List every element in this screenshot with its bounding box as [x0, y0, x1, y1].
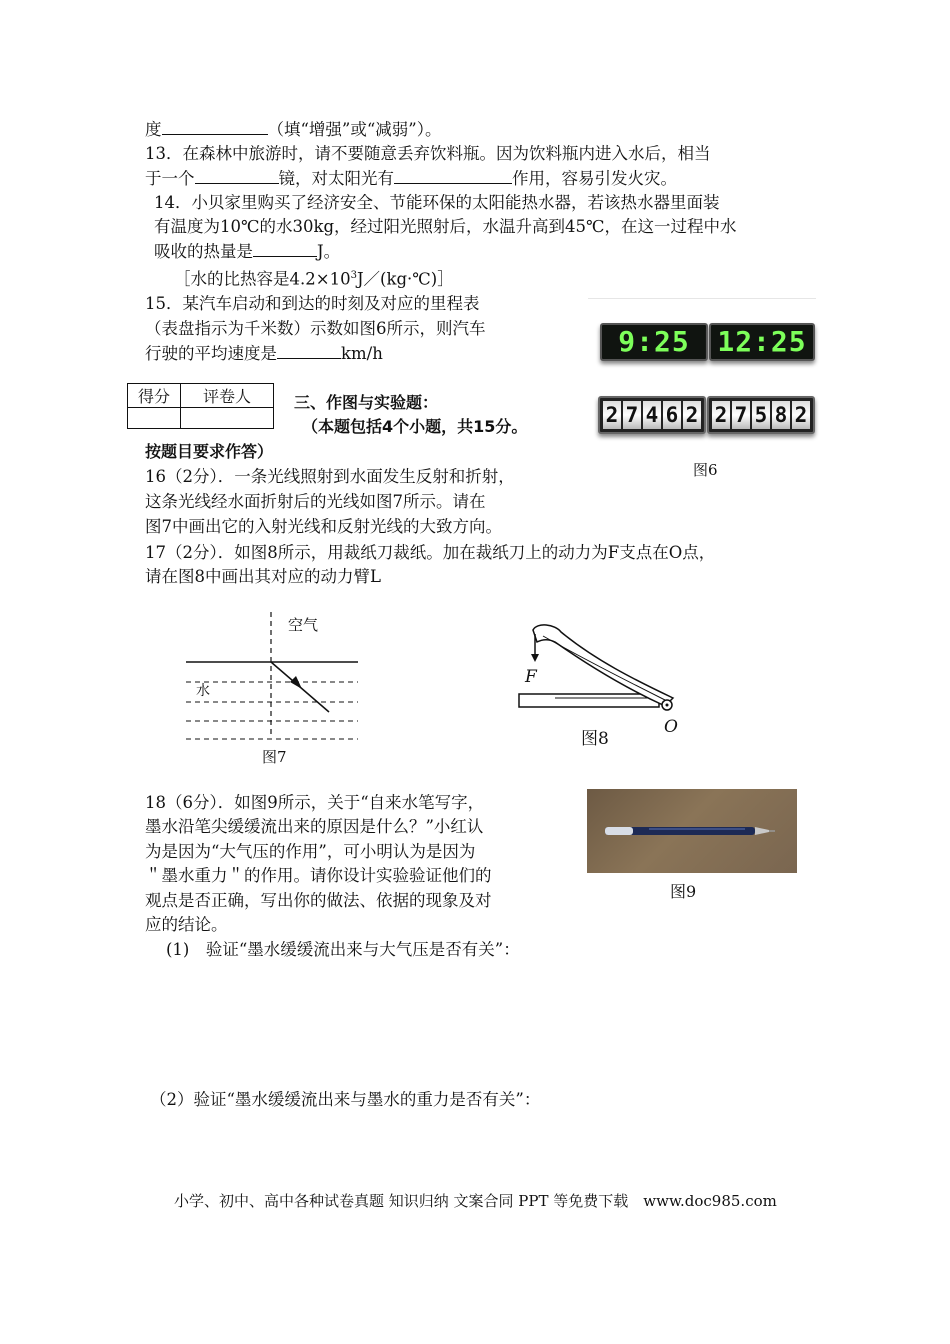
- score-table: [127, 383, 274, 429]
- fig6-odometer-start: 2 7 4 6 2: [598, 396, 706, 434]
- score-label: 得分: [128, 384, 181, 408]
- q15-line1: 15．某汽车启动和到达的时刻及对应的里程表: [145, 294, 480, 313]
- score-cell[interactable]: [128, 408, 181, 429]
- q17-line2: 请在图8中画出其对应的动力臂L: [145, 567, 381, 586]
- q14-line3: 吸收的热量是 J。: [154, 239, 340, 264]
- q15-line3: 行驶的平均速度是 km/h: [145, 341, 383, 366]
- q18-line4: ＂墨水重力＂的作用。请你设计实验验证他们的: [145, 866, 492, 885]
- fig7-caption: 图7: [262, 748, 287, 766]
- grader-label: 评卷人: [181, 384, 274, 408]
- q18-part2: （2）验证“墨水缓缓流出来与墨水的重力是否有关”：: [150, 1090, 541, 1109]
- q17-line1: 17（2分）．如图8所示，用裁纸刀裁纸。加在裁纸刀上的动力为F支点在O点，: [145, 543, 716, 562]
- fig9-caption: 图9: [670, 882, 697, 901]
- q16-line3: 图7中画出它的入射光线和反射光线的大致方向。: [145, 517, 502, 536]
- q12-tail: 度 （填“增强”或“减弱”）。: [145, 117, 442, 142]
- fig7-air-label: 空气: [288, 616, 319, 634]
- q16-line2: 这条光线经水面折射后的光线如图7所示。请在: [145, 492, 486, 511]
- fig6-divider: [588, 298, 816, 299]
- fig6-clock-end: 12:25: [709, 323, 815, 361]
- fig8-caption: 图8: [581, 729, 609, 749]
- section3-desc2: 按题目要求作答）: [145, 442, 274, 461]
- fig6-odometer-end: 2 7 5 8 2: [707, 396, 815, 434]
- q18-line3: 为是因为“大气压的作用”，可小明认为是因为: [145, 842, 476, 861]
- section3-title: 三、作图与实验题：: [294, 393, 439, 412]
- fig8-pivot-label: O: [664, 717, 678, 737]
- q18-line5: 观点是否正确，写出你的做法、依据的现象及对: [145, 891, 492, 910]
- fig7-water-label: 水: [196, 683, 210, 699]
- fig8-force-label: F: [525, 667, 537, 687]
- q15-line2: （表盘指示为千米数）示数如图6所示，则汽车: [145, 319, 486, 338]
- q13-line1: 13．在森林中旅游时，请不要随意丢弃饮料瓶。因为饮料瓶内进入水后，相当: [145, 144, 711, 163]
- q14-line1: 14．小贝家里购买了经济安全、节能环保的太阳能热水器，若该热水器里面装: [154, 193, 720, 212]
- q14-line4: ［水的比热容是$4.2\times 10^3J/(kg\cdot℃)]$: [174, 269, 454, 289]
- fig6-clock-start: 9:25: [600, 323, 708, 361]
- q13-line2: 于一个 镜，对太阳光有 作用，容易引发火灾。: [145, 166, 677, 191]
- q16-line1: 16（2分）．一条光线照射到水面发生反射和折射，: [145, 467, 515, 486]
- q18-line1: 18（6分）．如图9所示，关于“自来水笔写字，: [145, 793, 485, 812]
- fig9-pen-photo: [587, 789, 797, 873]
- q14-line2: 有温度为10℃的水30kg，经过阳光照射后，水温升高到45℃，在这一过程中水: [154, 217, 737, 236]
- q18-part1: (1) 验证“墨水缓缓流出来与大气压是否有关”：: [166, 940, 520, 959]
- section3-desc: （本题包括4个小题，共15分。: [302, 417, 528, 436]
- q18-line2: 墨水沿笔尖缓缓流出来的原因是什么？”小红认: [145, 817, 484, 836]
- fig6-caption: 图6: [693, 461, 718, 479]
- q18-line6: 应的结论。: [145, 915, 228, 934]
- grader-cell[interactable]: [181, 408, 274, 429]
- fig8-cutter-diagram: [515, 620, 690, 720]
- page-footer: 小学、初中、高中各种试卷真题 知识归纳 文案合同 PPT 等免费下载 www.doc985.com: [174, 1192, 777, 1210]
